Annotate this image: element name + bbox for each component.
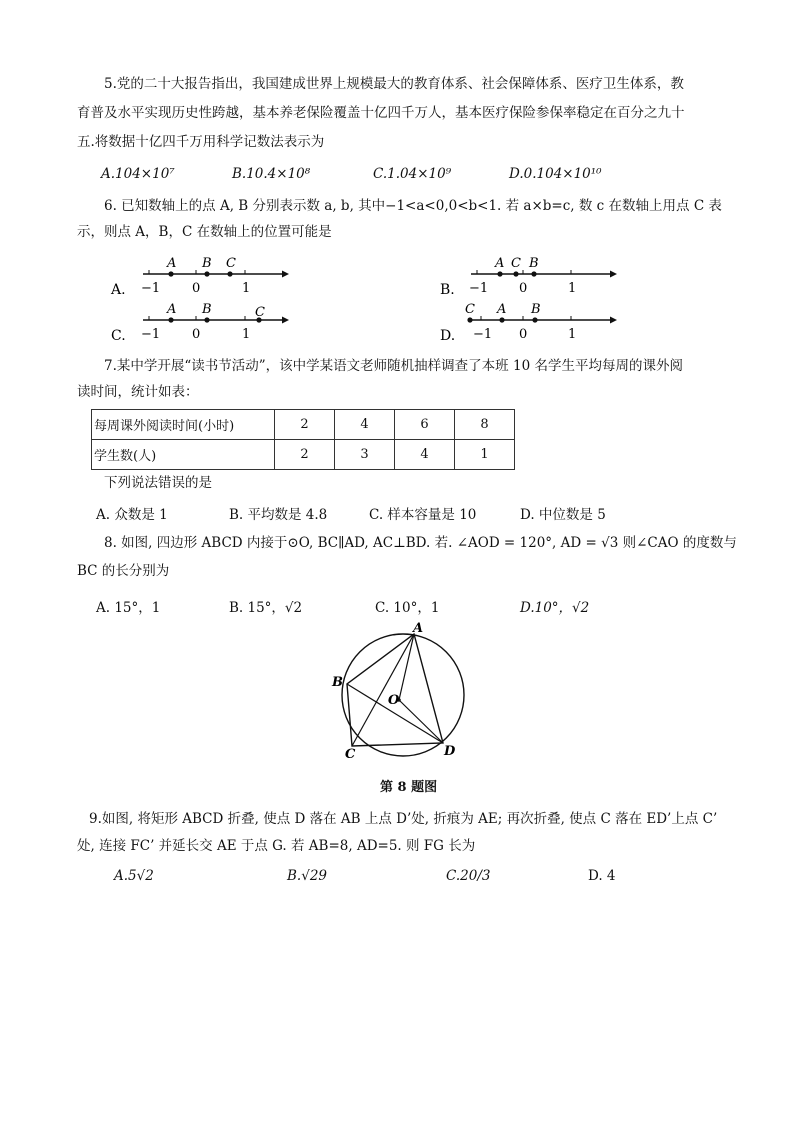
point-b bbox=[204, 271, 209, 276]
label-o: O bbox=[388, 693, 400, 708]
label-one: 1 bbox=[568, 327, 577, 342]
table-cell: 6 bbox=[395, 410, 455, 440]
table-cell: 1 bbox=[455, 440, 515, 470]
q7-option-c: C. 样本容量是 10 bbox=[369, 507, 477, 523]
point-c bbox=[227, 271, 232, 276]
q5-line-3: 五.将数据十亿四千万用科学记数法表示为 bbox=[77, 134, 325, 150]
table-row bbox=[92, 440, 515, 470]
label-d: D bbox=[444, 744, 456, 759]
point-b bbox=[532, 317, 537, 322]
q5-option-d: D.0.104×10¹⁰ bbox=[509, 166, 602, 182]
table-cell: 2 bbox=[275, 410, 335, 440]
q9-option-d: D. 4 bbox=[588, 868, 616, 884]
q6-line-1: 6. 已知数轴上的点 A, B 分别表示数 a, b, 其中−1<a<0,0<b<1. 若 a×b=c, 数 c 在数轴上用点 C 表 bbox=[104, 198, 722, 214]
q5-option-c: C.1.04×10⁹ bbox=[373, 166, 452, 182]
number-line-option-b bbox=[437, 252, 627, 297]
label-a: A bbox=[413, 621, 424, 636]
label-neg-one: −1 bbox=[141, 327, 161, 342]
option-c-letter: C. bbox=[111, 328, 126, 344]
q7-line-1: 7.某中学开展“读书节活动”，该中学某语文老师随机抽样调查了本班 10 名学生平均每周的课外阅 bbox=[104, 358, 683, 374]
axis-arrow bbox=[282, 271, 289, 278]
label-b: B bbox=[529, 256, 539, 271]
label-a: A bbox=[167, 256, 177, 271]
q7-option-a: A. 众数是 1 bbox=[96, 507, 168, 523]
number-line-option-a bbox=[105, 252, 295, 297]
table-cell: 4 bbox=[335, 410, 395, 440]
point-a bbox=[497, 271, 502, 276]
label-neg-one: −1 bbox=[469, 281, 489, 296]
label-a: A bbox=[495, 256, 505, 271]
reading-time-table bbox=[91, 409, 515, 470]
table-cell: 3 bbox=[335, 440, 395, 470]
axis-arrow bbox=[610, 317, 617, 324]
number-line-option-c bbox=[105, 298, 295, 343]
label-zero: 0 bbox=[192, 281, 201, 296]
q5-line-1: 5.党的二十大报告指出，我国建成世界上规模最大的教育体系、社会保障体系、医疗卫生体系，教 bbox=[104, 76, 684, 92]
q9-option-a: A.5√2 bbox=[114, 868, 154, 884]
q5-option-b: B.10.4×10⁸ bbox=[232, 166, 311, 182]
point-a bbox=[168, 317, 173, 322]
label-neg-one: −1 bbox=[473, 327, 493, 342]
q8-line-2: BC 的长分别为 bbox=[77, 563, 170, 579]
label-zero: 0 bbox=[192, 327, 201, 342]
q8-option-b: B. 15°，√2 bbox=[229, 600, 303, 616]
q8-option-d: D.10°，√2 bbox=[520, 600, 590, 616]
number-line-option-d bbox=[437, 298, 627, 343]
point-a bbox=[168, 271, 173, 276]
label-c: C bbox=[465, 302, 475, 317]
circle-o bbox=[342, 634, 464, 756]
table-cell: 4 bbox=[395, 440, 455, 470]
axis-arrow bbox=[610, 271, 617, 278]
axis-arrow bbox=[282, 317, 289, 324]
table-cell: 8 bbox=[455, 410, 515, 440]
point-a bbox=[499, 317, 504, 322]
point-b bbox=[204, 317, 209, 322]
label-zero: 0 bbox=[519, 327, 528, 342]
table-cell: 2 bbox=[275, 440, 335, 470]
label-a: A bbox=[167, 302, 177, 317]
label-c: C bbox=[345, 747, 356, 762]
q7-line-2: 读时间，统计如表： bbox=[77, 384, 199, 400]
option-d-letter: D. bbox=[440, 328, 456, 344]
label-one: 1 bbox=[568, 281, 577, 296]
q8-circle-figure bbox=[330, 620, 475, 760]
q7-option-d: D. 中位数是 5 bbox=[520, 507, 606, 523]
q8-option-c: C. 10°，1 bbox=[375, 600, 440, 616]
point-c bbox=[513, 271, 518, 276]
label-one: 1 bbox=[242, 327, 251, 342]
q9-option-b: B.√29 bbox=[287, 868, 327, 884]
label-c: C bbox=[255, 305, 265, 320]
q9-line-1: 9.如图, 将矩形 ABCD 折叠, 使点 D 落在 AB 上点 D’处, 折痕为 AE; 再次折叠, 使点 C 落在 ED’上点 C’ bbox=[89, 811, 718, 827]
label-zero: 0 bbox=[519, 281, 528, 296]
table-row bbox=[92, 410, 515, 440]
label-b: B bbox=[332, 675, 343, 690]
table-row-header: 学生数(人) bbox=[92, 440, 275, 470]
radius-od bbox=[399, 700, 443, 743]
table-row-header: 每周课外阅读时间(小时) bbox=[92, 410, 275, 440]
q6-line-2: 示，则点 A，B，C 在数轴上的位置可能是 bbox=[77, 224, 332, 240]
q9-option-c: C.20/3 bbox=[446, 868, 491, 884]
q8-line-1: 8. 如图, 四边形 ABCD 内接于⊙O, BC∥AD, AC⊥BD. 若. ∠AOD = 120°, AD = √3 则∠CAO 的度数与 bbox=[104, 535, 737, 551]
option-a-letter: A. bbox=[111, 282, 126, 298]
q5-line-2: 育普及水平实现历史性跨越，基本养老保险覆盖十亿四千万人，基本医疗保险参保率稳定在百分之九十 bbox=[77, 105, 685, 121]
label-one: 1 bbox=[242, 281, 251, 296]
point-c bbox=[467, 317, 472, 322]
label-b: B bbox=[202, 302, 212, 317]
point-b bbox=[531, 271, 536, 276]
q9-line-2: 处, 连接 FC’ 并延长交 AE 于点 G. 若 AB=8, AD=5. 则 FG 长为 bbox=[77, 838, 476, 854]
label-c: C bbox=[226, 256, 236, 271]
label-a: A bbox=[497, 302, 507, 317]
label-c: C bbox=[511, 256, 521, 271]
q7-prompt: 下列说法错误的是 bbox=[104, 475, 212, 491]
figure-caption: 第 8 题图 bbox=[380, 780, 438, 795]
q7-option-b: B. 平均数是 4.8 bbox=[229, 507, 328, 523]
label-b: B bbox=[531, 302, 541, 317]
q5-option-a: A.104×10⁷ bbox=[101, 166, 175, 182]
option-b-letter: B. bbox=[440, 282, 455, 298]
q8-option-a: A. 15°，1 bbox=[96, 600, 161, 616]
label-neg-one: −1 bbox=[141, 281, 161, 296]
label-b: B bbox=[202, 256, 212, 271]
